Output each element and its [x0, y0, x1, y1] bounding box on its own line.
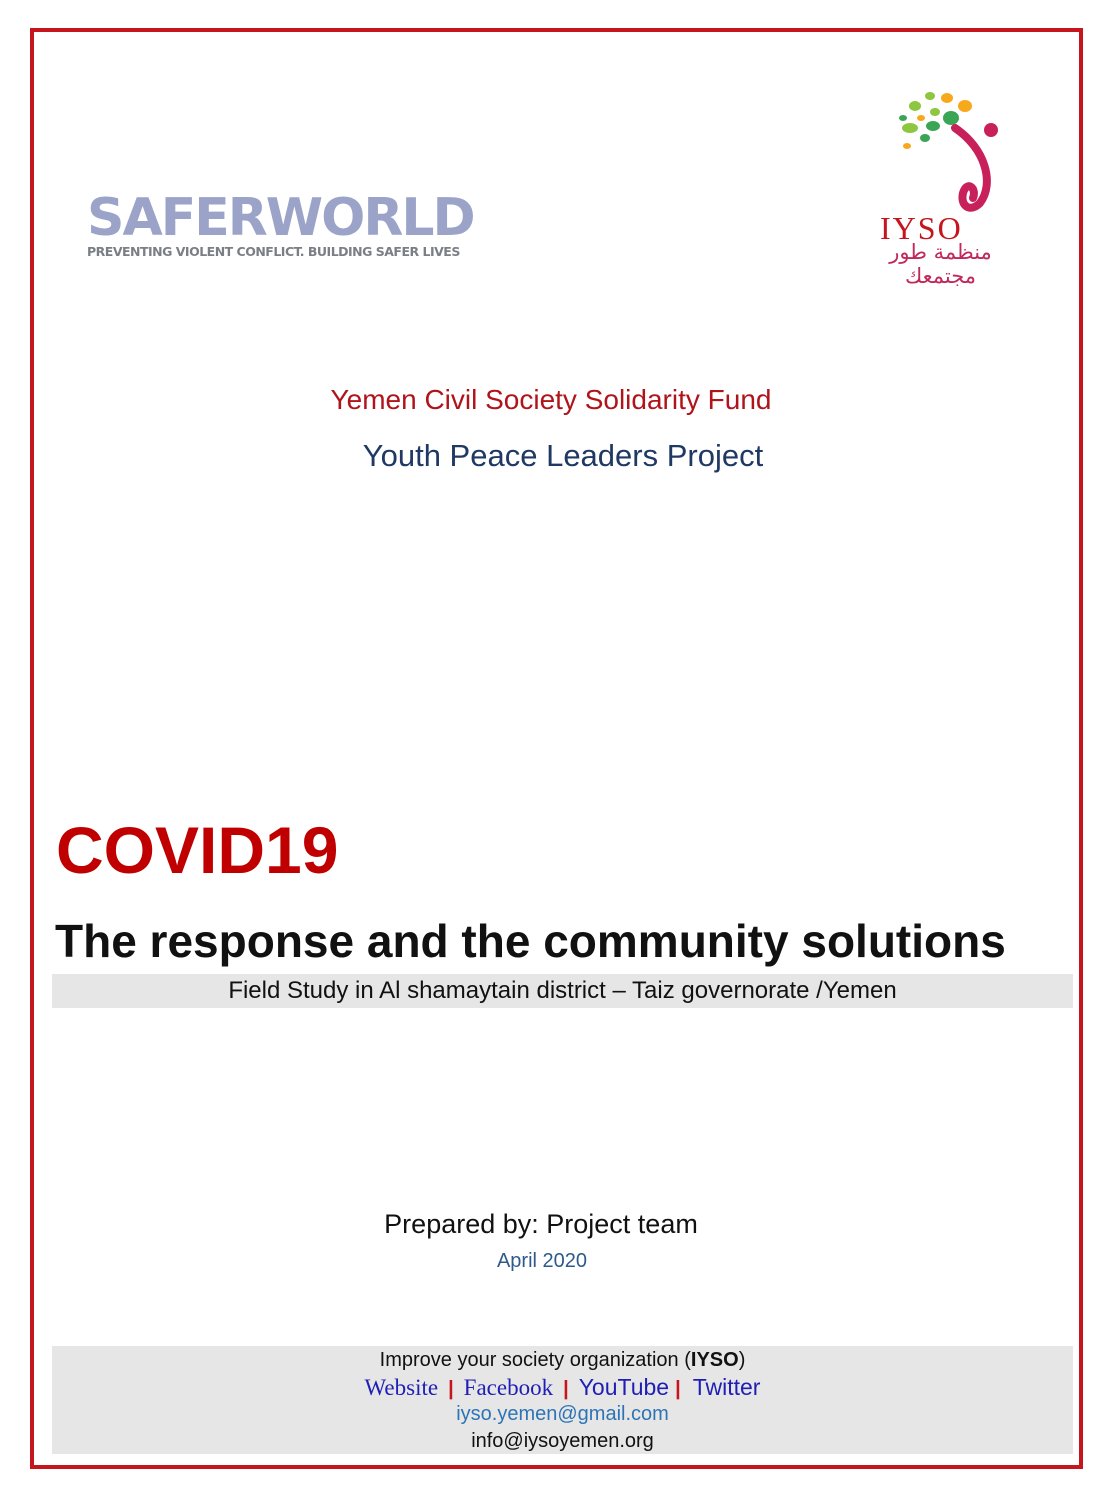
leaf-icon: [925, 92, 935, 100]
leaf-icon: [926, 121, 940, 131]
leaf-icon: [920, 134, 930, 142]
link-separator: |: [675, 1378, 681, 1400]
document-subtitle: The response and the community solutions: [55, 915, 1006, 967]
figure-head-icon: [984, 123, 998, 137]
link-separator: |: [563, 1378, 569, 1400]
leaf-icon: [958, 100, 972, 112]
leaf-icon: [943, 111, 959, 125]
field-study-bar: [52, 974, 1073, 1008]
fund-title: Yemen Civil Society Solidarity Fund: [330, 384, 772, 415]
prepared-by: Prepared by: Project team: [384, 1209, 698, 1239]
gmail-email[interactable]: iyso.yemen@gmail.com: [456, 1403, 669, 1425]
iyso-arabic-name: منظمة طور مجتمعك: [889, 240, 992, 288]
leaf-icon: [930, 108, 940, 116]
leaf-icon: [899, 115, 907, 121]
leaf-icon: [909, 101, 921, 111]
org-prefix: Improve your society organization (: [379, 1349, 691, 1371]
links-line: [52, 1374, 1073, 1401]
org-abbr: IYSO: [690, 1349, 739, 1371]
publication-date: April 2020: [496, 1250, 588, 1272]
field-study-text: Field Study in Al shamaytain district – Taiz governorate /Yemen: [228, 977, 897, 1004]
saferworld-tagline: PREVENTING VIOLENT CONFLICT. BUILDING SAFER LIVES: [87, 244, 460, 259]
project-title: Youth Peace Leaders Project: [362, 438, 764, 473]
leaf-icon: [903, 143, 911, 149]
saferworld-logo: [87, 190, 474, 259]
org-suffix: ): [738, 1349, 746, 1371]
figure-body-icon: [955, 128, 987, 208]
contact-footer: [52, 1346, 1073, 1454]
twitter-link[interactable]: Twitter: [692, 1374, 761, 1400]
website-link[interactable]: Website: [364, 1375, 439, 1400]
facebook-link[interactable]: Facebook: [463, 1375, 554, 1400]
document-title: COVID19: [56, 813, 339, 887]
link-separator: |: [448, 1378, 454, 1400]
youtube-link[interactable]: YouTube: [578, 1374, 670, 1400]
leaf-icon: [941, 93, 953, 103]
org-line: [52, 1347, 1073, 1374]
leaf-icon: [917, 115, 925, 121]
iyso-name: IYSO: [880, 210, 963, 246]
info-email[interactable]: info@iysoyemen.org: [471, 1430, 654, 1452]
saferworld-name: SAFERWORLD: [87, 188, 474, 248]
leaf-icon: [902, 123, 918, 133]
